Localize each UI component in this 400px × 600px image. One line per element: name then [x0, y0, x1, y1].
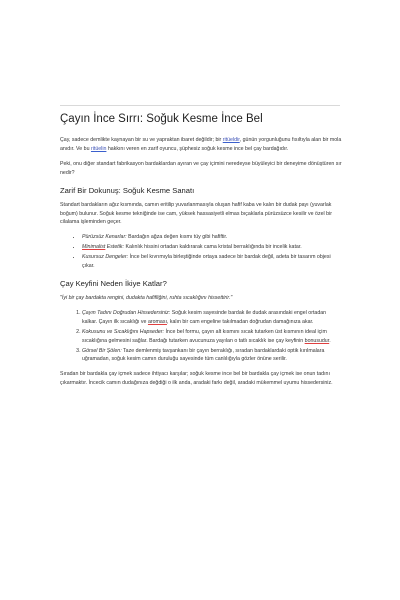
feature-list [60, 233, 342, 271]
top-divider [60, 105, 340, 106]
spellcheck-word: aroması [147, 318, 167, 325]
ritueli-link[interactable]: ritüelin [90, 145, 107, 152]
article [60, 112, 342, 394]
list-item: 2. Kokusunu ve Sıcaklığını Hapseder: İnce bel formu, çayın alt kısmını sıcak tutarken üst kısmının ideal içim sıcaklığına gelmesini sağlar. Bardağı tutarken avucunuza yayılan o tatlı sıcaklık ise çay keyfinin bonusudur. [82, 328, 342, 346]
list-item: • Kusursuz Dengeler: İnce bel kıvrımıyla birleştiğinde ortaya sadece bir bardak değil, adeta bir tasarım objesi çıkar. [82, 253, 342, 271]
section-heading-1: Zarif Bir Dokunuş: Soğuk Kesme Sanatı [60, 185, 195, 195]
intro-paragraph-1: Çay, sadece demlikte kaynayan bir su ve yapraktan ibaret değildir; bir ritüeldir, günün yorgunluğunu fısıltıyla alan bir mola anıdır. Ve bu ritüelin hakkını veren en zarif oyuncu, şüphesiz soğuk kesme ince bel çay bardağıdır. [60, 137, 342, 152]
closing-paragraph: Sıradan bir bardakla çay içmek sadece ihtiyacı karşılar; soğuk kesme ince bel bir bardakla çay içmek ise onun tadını çıkarmaktır. İncecik camın dudağınıza değdiği o ilk anda, aradaki farkı değil, aradaki mükemmel uyumu hissedersiniz. [60, 371, 333, 387]
pull-quote: "İyi bir çay bardakta rengini, dudakta hafifliğini, ruhta sıcaklığını hissettirir." [60, 294, 233, 301]
reasons-list [60, 309, 342, 364]
list-item: 1. Çayın Tadını Doğrudan Hissedersiniz: Soğuk kesim sayesinde bardak ile dudak arasındaki engel ortadan kalkar. Çayın ilk sıcaklığı ve aroması, kalın bir cam engeline takılmadan doğrudan damağınıza akar. [82, 309, 342, 327]
spellcheck-word: bonusudur [304, 337, 330, 344]
article-title: Çayın İnce Sırrı: Soğuk Kesme İnce Bel [60, 113, 263, 125]
intro-paragraph-2: Peki, onu diğer standart fabrikasyon bardaklardan ayıran ve çay içimini neredeyse büyüleyici bir deneyime dönüştüren sır nedir? [60, 160, 342, 176]
spellcheck-word: Minimalist [82, 244, 106, 251]
section-heading-2: Çay Keyfini Neden İkiye Katlar? [60, 278, 167, 288]
list-item: 3. Görsel Bir Şölen: Taze demlenmiş tavşankanı bir çayın berraklığı, sıradan bardaklardaki optik kırılmalara uğramadan, soğuk kesim camın duruluğu sayesinde tüm canlılığıyla gözler önüne serilir. [82, 347, 342, 365]
section1-paragraph: Standart bardakların ağız kısmında, camın eritilip yuvarlanmasıyla oluşan hafif kaba ve kalın bir dudak payı (yuvarlak boğum) bulunur. Soğuk kesme tekniğinde ise cam, yüksek hassasiyetli elmas bıçaklarla pürüzsüzce kesilir ve özel bir cilalama işleminden geçer. [60, 201, 332, 226]
list-item: • Minimalist Estetik: Kalınlık hissini ortadan kaldırarak cama kristal berraklığında bir incelik katar. [82, 243, 342, 252]
list-item: • Pürüzsüz Kenarlar: Bardağın ağza değen kısmı tüy gibi hafiftir. [82, 233, 342, 242]
ritueldir-link[interactable]: ritüeldir [222, 137, 240, 143]
